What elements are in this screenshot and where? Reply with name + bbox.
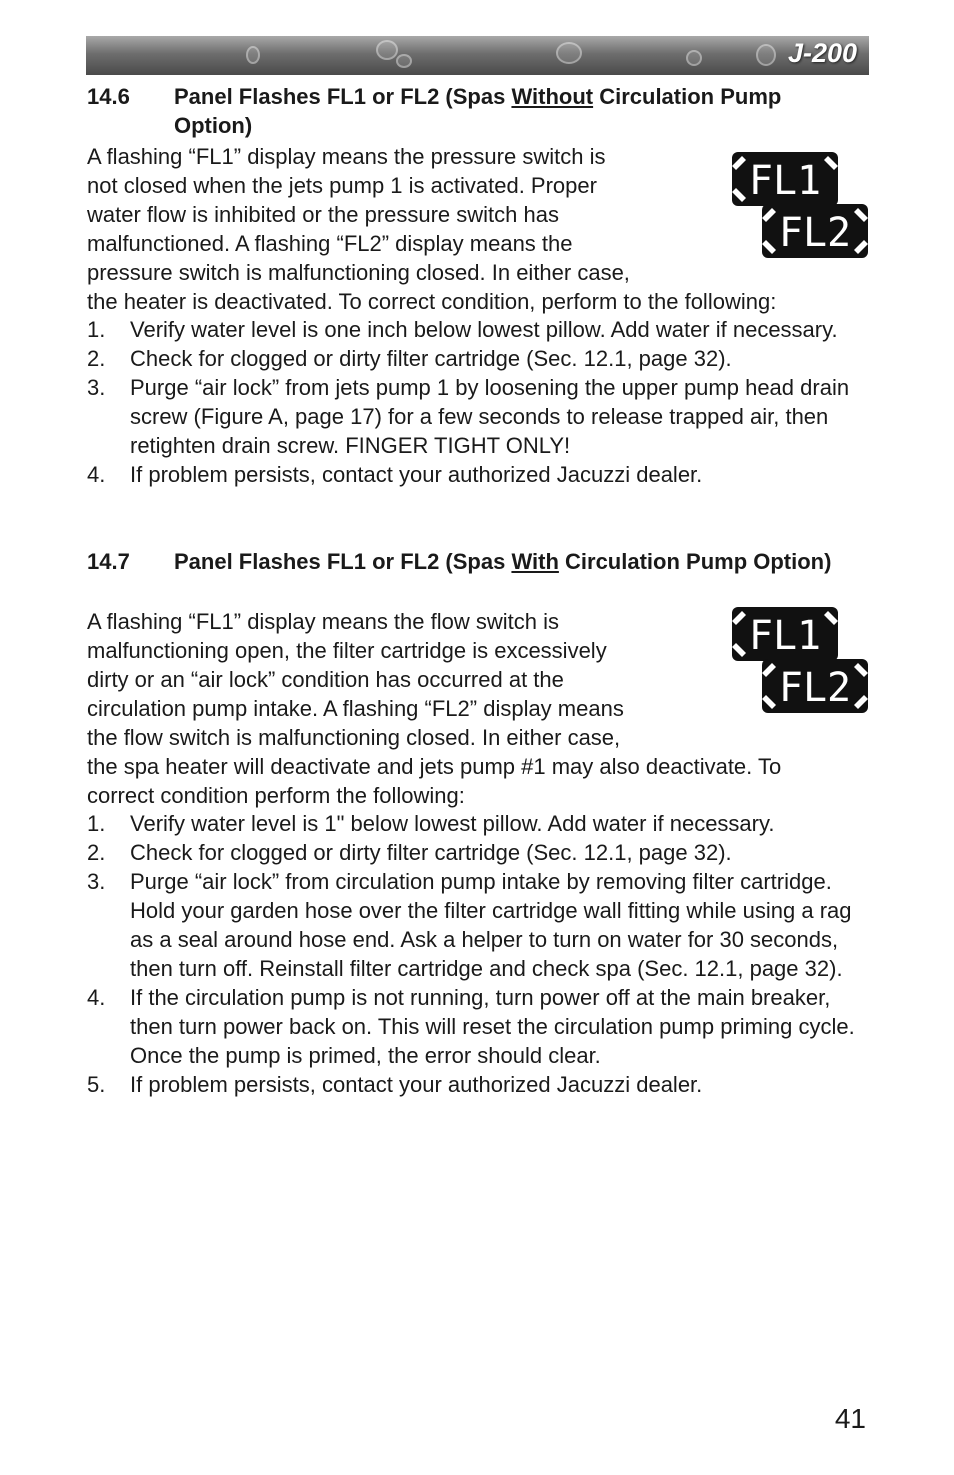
step-text: Verify water level is 1" below lowest pillow. Add water if necessary. — [130, 811, 775, 836]
list-item — [87, 867, 877, 983]
list-item — [87, 344, 877, 373]
fl1-code: FL1 — [748, 158, 822, 204]
header-banner — [86, 36, 869, 75]
step-text: Check for clogged or dirty filter cartridge (Sec. 12.1, page 32). — [130, 840, 732, 865]
step-number: 1. — [87, 317, 106, 342]
fl1-display — [732, 607, 838, 661]
intro-line: the heater is deactivated. To correct condition, perform to the following: — [87, 289, 777, 314]
fl-display-graphic — [730, 605, 870, 717]
step-text: If problem persists, contact your authorized Jacuzzi dealer. — [130, 462, 703, 487]
list-item — [87, 373, 877, 460]
step-number: 1. — [87, 811, 106, 836]
steps-list — [87, 809, 877, 1099]
intro-line: A flashing “FL1” display means the flow switch is — [87, 609, 559, 634]
list-item — [87, 983, 877, 1070]
heading-emphasis: With — [511, 549, 559, 574]
step-text: Purge “air lock” from circulation pump intake by removing filter cartridge. Hold your garden hose over the filter cartridge wall fitting while using a rag as a seal around hose end. Ask a helper to turn on water for 30 seconds, then turn off. Reinstall filter cartridge and check spa (Sec. 12.1, page 32). — [130, 869, 852, 981]
section-number: 14.6 — [87, 84, 130, 109]
fl2-code: FL2 — [778, 210, 852, 256]
step-number: 5. — [87, 1072, 106, 1097]
section-heading — [174, 82, 864, 140]
section-intro — [87, 607, 781, 810]
section-heading — [174, 547, 864, 576]
bubble-decoration — [396, 54, 412, 68]
bubble-decoration — [756, 44, 776, 66]
fl-display-graphic — [730, 150, 870, 262]
heading-text: Panel Flashes FL1 or FL2 (Spas — [174, 549, 512, 574]
step-number: 2. — [87, 346, 106, 371]
intro-line: the flow switch is malfunctioning closed. In either case, — [87, 725, 621, 750]
bubble-decoration — [556, 42, 582, 64]
heading-text: Circulation Pump Option) — [558, 549, 832, 574]
intro-line: pressure switch is malfunctioning closed. In either case, — [87, 260, 630, 285]
intro-line: malfunctioned. A flashing “FL2” display means the — [87, 231, 573, 256]
step-text: If problem persists, contact your authorized Jacuzzi dealer. — [130, 1072, 703, 1097]
heading-text: Circulation Pump Option) — [174, 84, 782, 138]
step-number: 4. — [87, 462, 106, 487]
intro-line: correct condition perform the following: — [87, 783, 465, 808]
step-text: Purge “air lock” from jets pump 1 by loosening the upper pump head drain screw (Figure A, page 17) for a few seconds to release trapped air, then retighten drain screw. FINGER TIGHT ONLY! — [130, 375, 850, 458]
intro-line: water flow is inhibited or the pressure switch has — [87, 202, 559, 227]
heading-text: Panel Flashes FL1 or FL2 (Spas — [174, 84, 512, 109]
list-item — [87, 1070, 877, 1099]
fl2-display — [762, 204, 868, 258]
steps-list — [87, 315, 877, 489]
heading-emphasis: Without — [511, 84, 594, 109]
list-item — [87, 838, 877, 867]
intro-line: dirty or an “air lock” condition has occurred at the — [87, 667, 564, 692]
step-number: 3. — [87, 375, 106, 400]
bubble-decoration — [686, 50, 702, 66]
list-item — [87, 809, 877, 838]
brand-label: J-200 — [787, 38, 857, 68]
step-number: 4. — [87, 985, 106, 1010]
intro-line: circulation pump intake. A flashing “FL2” display means — [87, 696, 624, 721]
fl1-display — [732, 152, 838, 206]
fl1-code: FL1 — [748, 613, 822, 659]
page-number: 41 — [834, 1403, 866, 1434]
step-text: Check for clogged or dirty filter cartridge (Sec. 12.1, page 32). — [130, 346, 732, 371]
step-text: If the circulation pump is not running, turn power off at the main breaker, then turn power back on. This will reset the circulation pump priming cycle. Once the pump is primed, the error should clear. — [130, 985, 855, 1068]
step-text: Verify water level is one inch below lowest pillow. Add water if necessary. — [130, 317, 838, 342]
fl2-display — [762, 659, 868, 713]
intro-line: malfunctioning open, the filter cartridge is excessively — [87, 638, 607, 663]
step-number: 3. — [87, 869, 106, 894]
section-intro — [87, 142, 776, 316]
step-number: 2. — [87, 840, 106, 865]
fl2-code: FL2 — [778, 665, 852, 711]
intro-line: not closed when the jets pump 1 is activated. Proper — [87, 173, 597, 198]
intro-line: A flashing “FL1” display means the pressure switch is — [87, 144, 606, 169]
section-number: 14.7 — [87, 549, 130, 574]
list-item — [87, 460, 877, 489]
bubble-decoration — [246, 46, 260, 64]
intro-line: the spa heater will deactivate and jets pump #1 may also deactivate. To — [87, 754, 782, 779]
list-item — [87, 315, 877, 344]
bubble-decoration — [376, 40, 398, 60]
